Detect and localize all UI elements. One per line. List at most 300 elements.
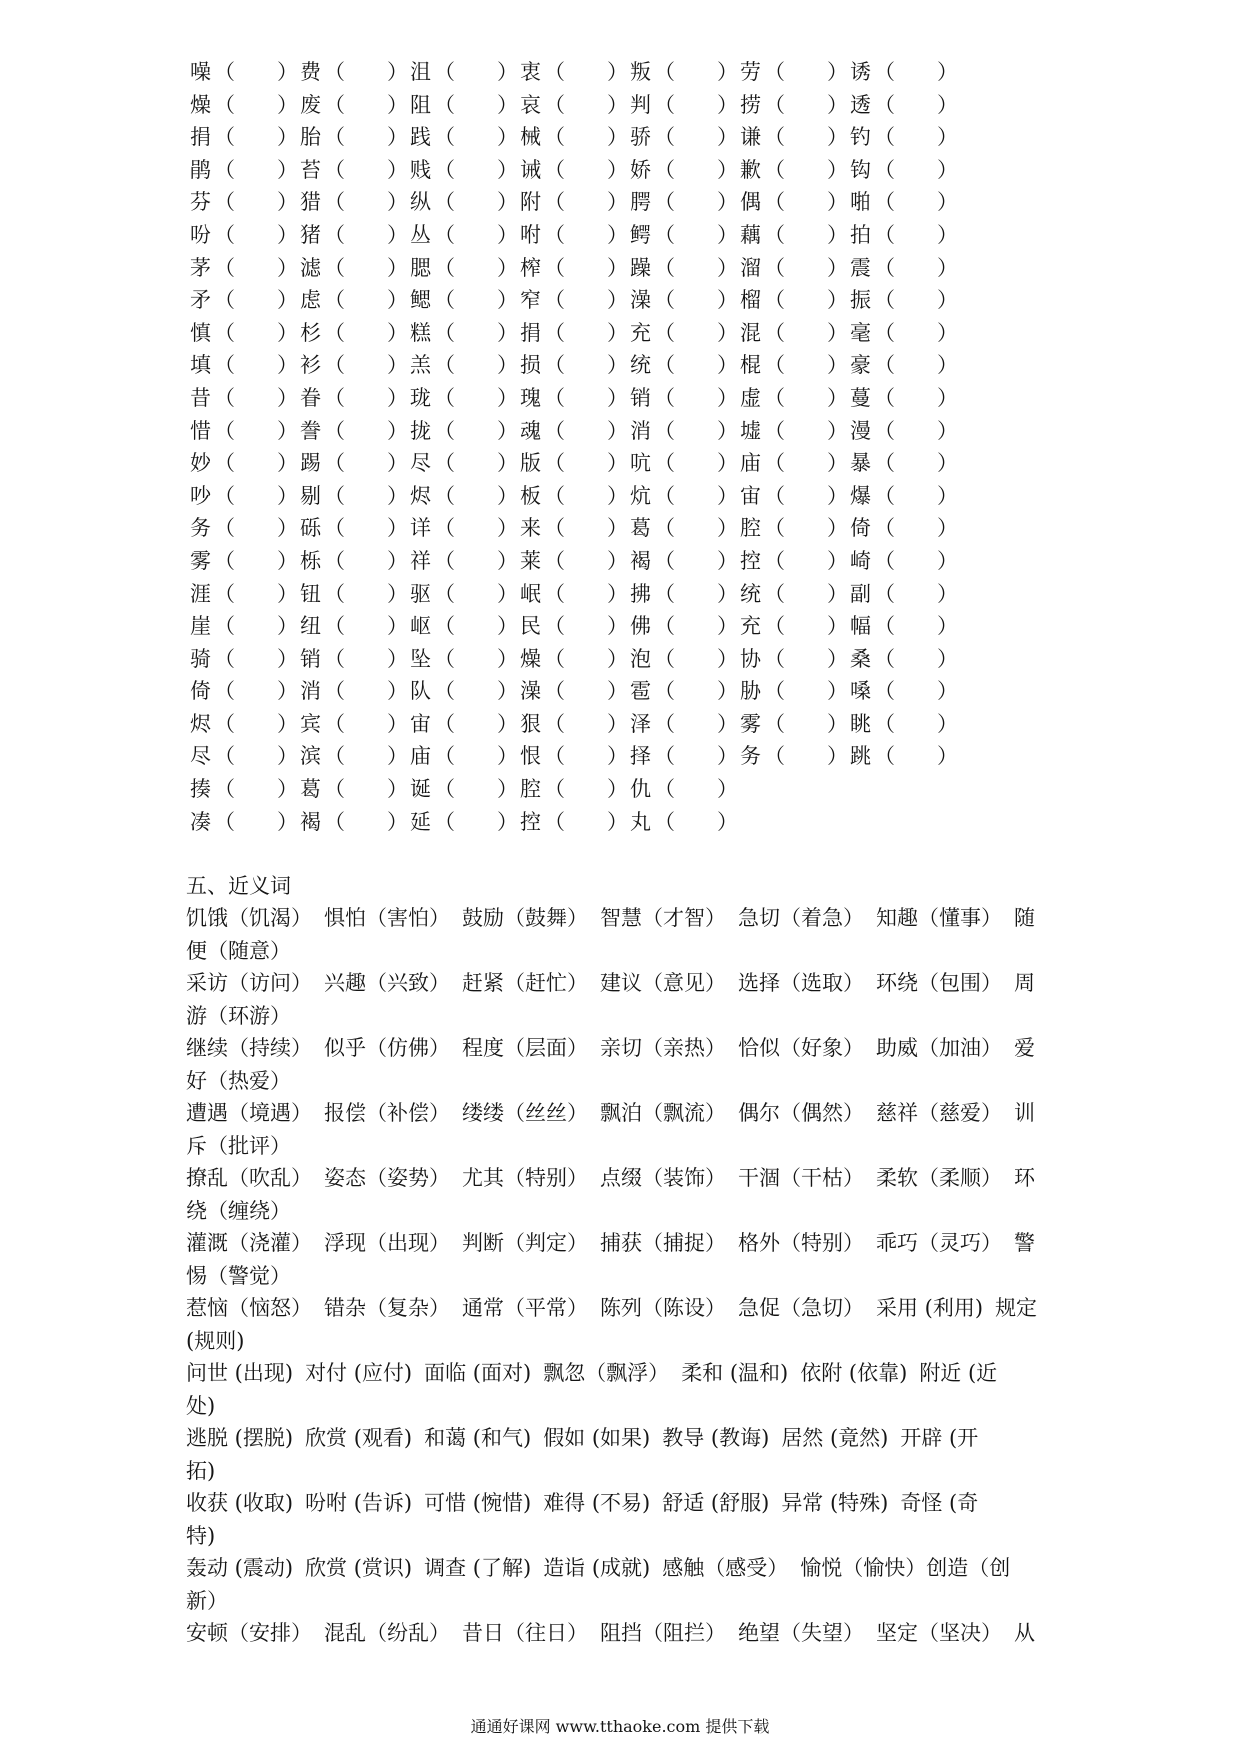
cell-character: 销: [300, 646, 321, 671]
synonym-pair: 惧怕（害怕）: [324, 906, 450, 930]
cell-character: 珑: [410, 385, 431, 410]
answer-blank: （ ）: [764, 744, 848, 769]
synonym-line: [186, 1032, 1054, 1065]
cell-character: 吵: [190, 483, 211, 508]
synonym-pair: 建议（意见）: [600, 971, 726, 995]
cell-character: 咐: [520, 222, 541, 247]
answer-blank: （ ）: [434, 483, 518, 508]
synonym-pair: 异常 (特殊): [781, 1491, 889, 1515]
grid-cell: [406, 349, 516, 382]
answer-blank: （ ）: [214, 516, 298, 541]
grid-cell: [186, 154, 296, 187]
grid-cell: [736, 219, 846, 252]
grid-cell: [296, 415, 406, 448]
answer-blank: （ ）: [324, 222, 408, 247]
answer-blank: （ ）: [434, 288, 518, 313]
synonym-pair: 对付 (应付): [305, 1361, 413, 1385]
cell-character: 踢: [300, 451, 321, 476]
synonym-pair: (规则): [186, 1328, 245, 1353]
grid-cell: [846, 186, 956, 219]
grid-cell: [626, 545, 736, 578]
grid-cell: [626, 708, 736, 741]
cell-character: 腭: [630, 190, 651, 215]
synonym-pair: 赶紧（赶忙）: [462, 971, 588, 995]
answer-blank: （ ）: [434, 711, 518, 736]
cell-character: 躁: [630, 255, 651, 280]
synonyms-list: [186, 902, 1054, 1650]
grid-cell: [516, 382, 626, 415]
grid-cell: [296, 252, 406, 285]
answer-blank: （ ）: [764, 548, 848, 573]
synonym-pair: 可惜 (惋惜): [424, 1491, 532, 1515]
grid-row: [186, 415, 1086, 448]
answer-blank: （ ）: [214, 581, 298, 606]
grid-cell: [186, 252, 296, 285]
grid-cell: [296, 740, 406, 773]
cell-character: 版: [520, 451, 541, 476]
grid-cell: [516, 675, 626, 708]
cell-character: 庙: [740, 451, 761, 476]
cell-character: 烬: [410, 483, 431, 508]
grid-cell: [516, 447, 626, 480]
cell-character: 吩: [190, 222, 211, 247]
answer-blank: （ ）: [654, 581, 738, 606]
synonym-pair: 偶尔（偶然）: [738, 1101, 864, 1125]
answer-blank: （ ）: [654, 418, 738, 443]
synonym-line: [186, 1097, 1054, 1130]
grid-row: [186, 56, 1086, 89]
answer-blank: （ ）: [214, 60, 298, 84]
synonym-line: [186, 1357, 1054, 1390]
synonym-line: [186, 1162, 1054, 1195]
answer-blank: （ ）: [324, 385, 408, 410]
cell-character: 嗓: [850, 679, 871, 704]
grid-cell: [846, 610, 956, 643]
synonym-pair: 错杂（复杂）: [324, 1296, 450, 1320]
answer-blank: （ ）: [324, 255, 408, 280]
cell-character: 幅: [850, 614, 871, 639]
section-title: 五、近义词: [186, 874, 291, 898]
cell-character: 倚: [190, 679, 211, 704]
answer-blank: （ ）: [544, 385, 628, 410]
synonym-pair: 愉悦（愉快）创造（创: [800, 1556, 1011, 1580]
synonym-pair: 智慧（才智）: [600, 906, 726, 930]
synonym-pair: 斥（批评）: [186, 1133, 291, 1158]
cell-character: 滤: [300, 255, 321, 280]
answer-blank: （ ）: [764, 451, 848, 476]
cell-character: 涯: [190, 581, 211, 606]
answer-blank: （ ）: [544, 711, 628, 736]
cell-character: 砾: [300, 516, 321, 541]
grid-cell: [626, 382, 736, 415]
grid-cell: [736, 284, 846, 317]
synonym-pair: 点缀（装饰）: [600, 1166, 726, 1190]
answer-blank: （ ）: [324, 679, 408, 704]
grid-cell: [736, 545, 846, 578]
grid-cell: [296, 56, 406, 89]
cell-character: 谦: [740, 125, 761, 150]
answer-blank: （ ）: [434, 744, 518, 769]
cell-character: 腔: [520, 777, 541, 802]
cell-character: 纵: [410, 190, 431, 215]
grid-row: [186, 121, 1086, 154]
cell-character: 榨: [520, 255, 541, 280]
synonym-pair: 急切（着急）: [738, 906, 864, 930]
grid-cell: [186, 643, 296, 676]
answer-blank: （ ）: [654, 255, 738, 280]
answer-blank: （ ）: [544, 320, 628, 345]
grid-cell: [626, 186, 736, 219]
grid-cell: [516, 121, 626, 154]
synonym-pair: 造诣 (成就): [543, 1556, 651, 1580]
synonym-pair: 采访（访问）: [186, 971, 312, 995]
grid-row: [186, 480, 1086, 513]
grid-cell: [186, 675, 296, 708]
grid-cell: [296, 643, 406, 676]
grid-cell: [736, 578, 846, 611]
answer-blank: （ ）: [324, 60, 408, 84]
answer-blank: （ ）: [324, 777, 408, 802]
synonym-pair: 采用 (利用): [876, 1296, 984, 1320]
synonym-pair: 舒适 (舒服): [662, 1491, 770, 1515]
grid-cell: [626, 740, 736, 773]
grid-row: [186, 317, 1086, 350]
answer-blank: （ ）: [214, 157, 298, 182]
answer-blank: （ ）: [874, 581, 958, 606]
answer-blank: （ ）: [874, 711, 958, 736]
synonym-pair: 报偿（补偿）: [324, 1101, 450, 1125]
answer-blank: （ ）: [874, 516, 958, 541]
synonym-line: [186, 1065, 1054, 1098]
synonym-pair: 安顿（安排）: [186, 1621, 312, 1645]
synonym-line: [186, 1455, 1054, 1488]
grid-cell: [406, 121, 516, 154]
cell-character: 葛: [300, 777, 321, 802]
grid-cell: [846, 56, 956, 89]
synonym-line: [186, 1227, 1054, 1260]
synonym-pair: 继续（持续）: [186, 1036, 312, 1060]
answer-blank: （ ）: [874, 385, 958, 410]
answer-blank: （ ）: [874, 646, 958, 671]
cell-character: 羔: [410, 353, 431, 378]
cell-character: 歉: [740, 157, 761, 182]
cell-character: 祥: [410, 548, 431, 573]
answer-blank: （ ）: [214, 125, 298, 150]
answer-blank: （ ）: [764, 418, 848, 443]
cell-character: 尽: [410, 451, 431, 476]
synonym-pair: 环绕（包围）: [876, 971, 1002, 995]
answer-blank: （ ）: [434, 516, 518, 541]
synonym-pair: 柔和 (温和): [681, 1361, 789, 1385]
cell-character: 钓: [850, 125, 871, 150]
answer-blank: （ ）: [434, 581, 518, 606]
synonym-line: [186, 1552, 1054, 1585]
cell-character: 慎: [190, 320, 211, 345]
answer-blank: （ ）: [654, 60, 738, 84]
cell-character: 澡: [520, 679, 541, 704]
grid-cell: [516, 773, 626, 806]
grid-cell: [626, 89, 736, 122]
grid-cell: [186, 447, 296, 480]
synonym-pair: 从: [1014, 1621, 1035, 1645]
answer-blank: （ ）: [434, 451, 518, 476]
grid-cell: [186, 284, 296, 317]
answer-blank: （ ）: [434, 320, 518, 345]
answer-blank: （ ）: [654, 516, 738, 541]
grid-cell: [626, 56, 736, 89]
grid-cell: [296, 675, 406, 708]
cell-character: 啪: [850, 190, 871, 215]
grid-cell: [626, 675, 736, 708]
grid-cell: [516, 545, 626, 578]
answer-blank: （ ）: [214, 548, 298, 573]
answer-blank: （ ）: [434, 646, 518, 671]
answer-blank: （ ）: [434, 255, 518, 280]
cell-character: 控: [740, 548, 761, 573]
synonym-pair: 助威（加油）: [876, 1036, 1002, 1060]
answer-blank: （ ）: [874, 679, 958, 704]
synonym-pair: 欣赏 (赏识): [305, 1556, 413, 1580]
grid-row: [186, 740, 1086, 773]
answer-blank: （ ）: [434, 809, 518, 834]
cell-character: 消: [630, 418, 651, 443]
answer-blank: （ ）: [214, 320, 298, 345]
answer-blank: （ ）: [764, 581, 848, 606]
cell-character: 凑: [190, 809, 211, 834]
cell-character: 杉: [300, 320, 321, 345]
answer-blank: （ ）: [324, 190, 408, 215]
answer-blank: （ ）: [324, 353, 408, 378]
cell-character: 费: [300, 60, 321, 84]
grid-cell: [516, 578, 626, 611]
answer-blank: （ ）: [654, 777, 738, 802]
cell-character: 控: [520, 809, 541, 834]
answer-blank: （ ）: [654, 190, 738, 215]
cell-character: 务: [190, 516, 211, 541]
grid-cell: [296, 773, 406, 806]
cell-character: 魂: [520, 418, 541, 443]
cell-character: 胎: [300, 125, 321, 150]
synonym-pair: 附近 (近: [919, 1361, 998, 1385]
synonym-pair: 阻挡（阻拦）: [600, 1621, 726, 1645]
synonym-pair: 兴趣（兴致）: [324, 971, 450, 995]
answer-blank: （ ）: [764, 92, 848, 117]
answer-blank: （ ）: [214, 679, 298, 704]
answer-blank: （ ）: [874, 125, 958, 150]
grid-cell: [846, 382, 956, 415]
grid-cell: [516, 610, 626, 643]
answer-blank: （ ）: [544, 353, 628, 378]
synonym-line: [186, 902, 1054, 935]
grid-row: [186, 447, 1086, 480]
grid-cell: [846, 545, 956, 578]
answer-blank: （ ）: [654, 483, 738, 508]
synonym-pair: 教导 (教诲): [662, 1426, 770, 1450]
synonym-pair: 警: [1014, 1231, 1035, 1255]
grid-row: [186, 610, 1086, 643]
grid-cell: [736, 512, 846, 545]
grid-cell: [626, 415, 736, 448]
grid-cell: [516, 219, 626, 252]
answer-blank: （ ）: [874, 418, 958, 443]
answer-blank: （ ）: [654, 614, 738, 639]
cell-character: 暴: [850, 451, 871, 476]
answer-blank: （ ）: [544, 125, 628, 150]
synonym-pair: 急促（急切）: [738, 1296, 864, 1320]
answer-blank: （ ）: [214, 614, 298, 639]
grid-cell: [296, 284, 406, 317]
cell-character: 娇: [630, 157, 651, 182]
answer-blank: （ ）: [544, 614, 628, 639]
answer-blank: （ ）: [544, 190, 628, 215]
answer-blank: （ ）: [324, 320, 408, 345]
answer-blank: （ ）: [324, 581, 408, 606]
grid-cell: [516, 806, 626, 839]
synonym-pair: 遭遇（境遇）: [186, 1101, 312, 1125]
cell-character: 茅: [190, 255, 211, 280]
cell-character: 透: [850, 92, 871, 117]
answer-blank: （ ）: [324, 418, 408, 443]
answer-blank: （ ）: [764, 60, 848, 84]
cell-character: 雹: [630, 679, 651, 704]
grid-cell: [406, 56, 516, 89]
synonym-pair: 坚定（坚决）: [876, 1621, 1002, 1645]
grid-row: [186, 708, 1086, 741]
cell-character: 鹃: [190, 157, 211, 182]
cell-character: 墟: [740, 418, 761, 443]
grid-cell: [846, 284, 956, 317]
cell-character: 爆: [850, 483, 871, 508]
synonym-pair: 判断（判定）: [462, 1231, 588, 1255]
synonym-pair: 新）: [186, 1588, 228, 1613]
answer-blank: （ ）: [764, 711, 848, 736]
synonym-pair: 绝望（失望）: [738, 1621, 864, 1645]
answer-blank: （ ）: [764, 255, 848, 280]
answer-blank: （ ）: [544, 548, 628, 573]
cell-character: 振: [850, 288, 871, 313]
cell-character: 烬: [190, 711, 211, 736]
grid-cell: [626, 610, 736, 643]
grid-row: [186, 252, 1086, 285]
grid-cell: [296, 578, 406, 611]
answer-blank: （ ）: [214, 646, 298, 671]
answer-blank: （ ）: [874, 222, 958, 247]
grid-cell: [846, 447, 956, 480]
answer-blank: （ ）: [874, 190, 958, 215]
cell-character: 褐: [630, 548, 651, 573]
synonym-pair: 格外（特别）: [738, 1231, 864, 1255]
cell-character: 燥: [190, 92, 211, 117]
answer-blank: （ ）: [874, 92, 958, 117]
grid-cell: [186, 121, 296, 154]
answer-blank: （ ）: [874, 483, 958, 508]
grid-cell: [296, 545, 406, 578]
answer-blank: （ ）: [544, 744, 628, 769]
answer-blank: （ ）: [324, 483, 408, 508]
cell-character: 莱: [520, 548, 541, 573]
cell-character: 延: [410, 809, 431, 834]
grid-cell: [736, 317, 846, 350]
grid-cell: [846, 480, 956, 513]
cell-character: 溜: [740, 255, 761, 280]
grid-cell: [406, 382, 516, 415]
cell-character: 蔓: [850, 385, 871, 410]
synonym-pair: 浮现（出现）: [324, 1231, 450, 1255]
grid-cell: [406, 252, 516, 285]
grid-cell: [296, 806, 406, 839]
synonym-pair: 鼓励（鼓舞）: [462, 906, 588, 930]
grid-cell: [406, 610, 516, 643]
grid-cell: [626, 317, 736, 350]
grid-row: [186, 349, 1086, 382]
synonym-pair: 感触（感受）: [662, 1556, 789, 1580]
grid-row: [186, 512, 1086, 545]
answer-blank: （ ）: [544, 418, 628, 443]
synonym-pair: 环: [1014, 1166, 1035, 1190]
answer-blank: （ ）: [654, 353, 738, 378]
answer-blank: （ ）: [764, 353, 848, 378]
answer-blank: （ ）: [654, 451, 738, 476]
answer-blank: （ ）: [434, 548, 518, 573]
grid-cell: [186, 512, 296, 545]
grid-cell: [406, 480, 516, 513]
grid-cell: [406, 708, 516, 741]
synonym-line: [186, 967, 1054, 1000]
synonym-pair: 随: [1014, 906, 1035, 930]
synonym-pair: 依附 (依靠): [800, 1361, 908, 1385]
cell-character: 宙: [410, 711, 431, 736]
footer-text: 通通好课网 www.tthaoke.com 提供下载: [470, 1717, 770, 1736]
synonym-pair: 收获 (收取): [186, 1491, 294, 1515]
answer-blank: （ ）: [544, 483, 628, 508]
synonym-line: [186, 1195, 1054, 1228]
synonym-pair: 调查 (了解): [424, 1556, 532, 1580]
grid-cell: [516, 512, 626, 545]
grid-cell: [296, 480, 406, 513]
answer-blank: （ ）: [434, 614, 518, 639]
synonym-pair: 训: [1014, 1101, 1035, 1125]
answer-blank: （ ）: [434, 125, 518, 150]
answer-blank: （ ）: [324, 548, 408, 573]
cell-character: 豪: [850, 353, 871, 378]
cell-character: 钩: [850, 157, 871, 182]
synonym-pair: 居然 (竟然): [781, 1426, 889, 1450]
grid-cell: [846, 708, 956, 741]
answer-blank: （ ）: [764, 646, 848, 671]
grid-cell: [186, 317, 296, 350]
grid-cell: [626, 252, 736, 285]
answer-blank: （ ）: [214, 777, 298, 802]
cell-character: 充: [740, 614, 761, 639]
answer-blank: （ ）: [214, 92, 298, 117]
synonym-pair: 饥饿（饥渴）: [186, 906, 312, 930]
cell-character: 崎: [850, 548, 871, 573]
synonym-pair: 尤其（特别）: [462, 1166, 588, 1190]
grid-cell: [626, 512, 736, 545]
synonym-line: [186, 1520, 1054, 1553]
grid-cell: [186, 806, 296, 839]
grid-cell: [626, 121, 736, 154]
answer-blank: （ ）: [434, 190, 518, 215]
answer-blank: （ ）: [654, 222, 738, 247]
grid-cell: [736, 643, 846, 676]
grid-cell: [736, 154, 846, 187]
answer-blank: （ ）: [654, 157, 738, 182]
cell-character: 填: [190, 353, 211, 378]
grid-cell: [296, 317, 406, 350]
cell-character: 丸: [630, 809, 651, 834]
answer-blank: （ ）: [764, 125, 848, 150]
